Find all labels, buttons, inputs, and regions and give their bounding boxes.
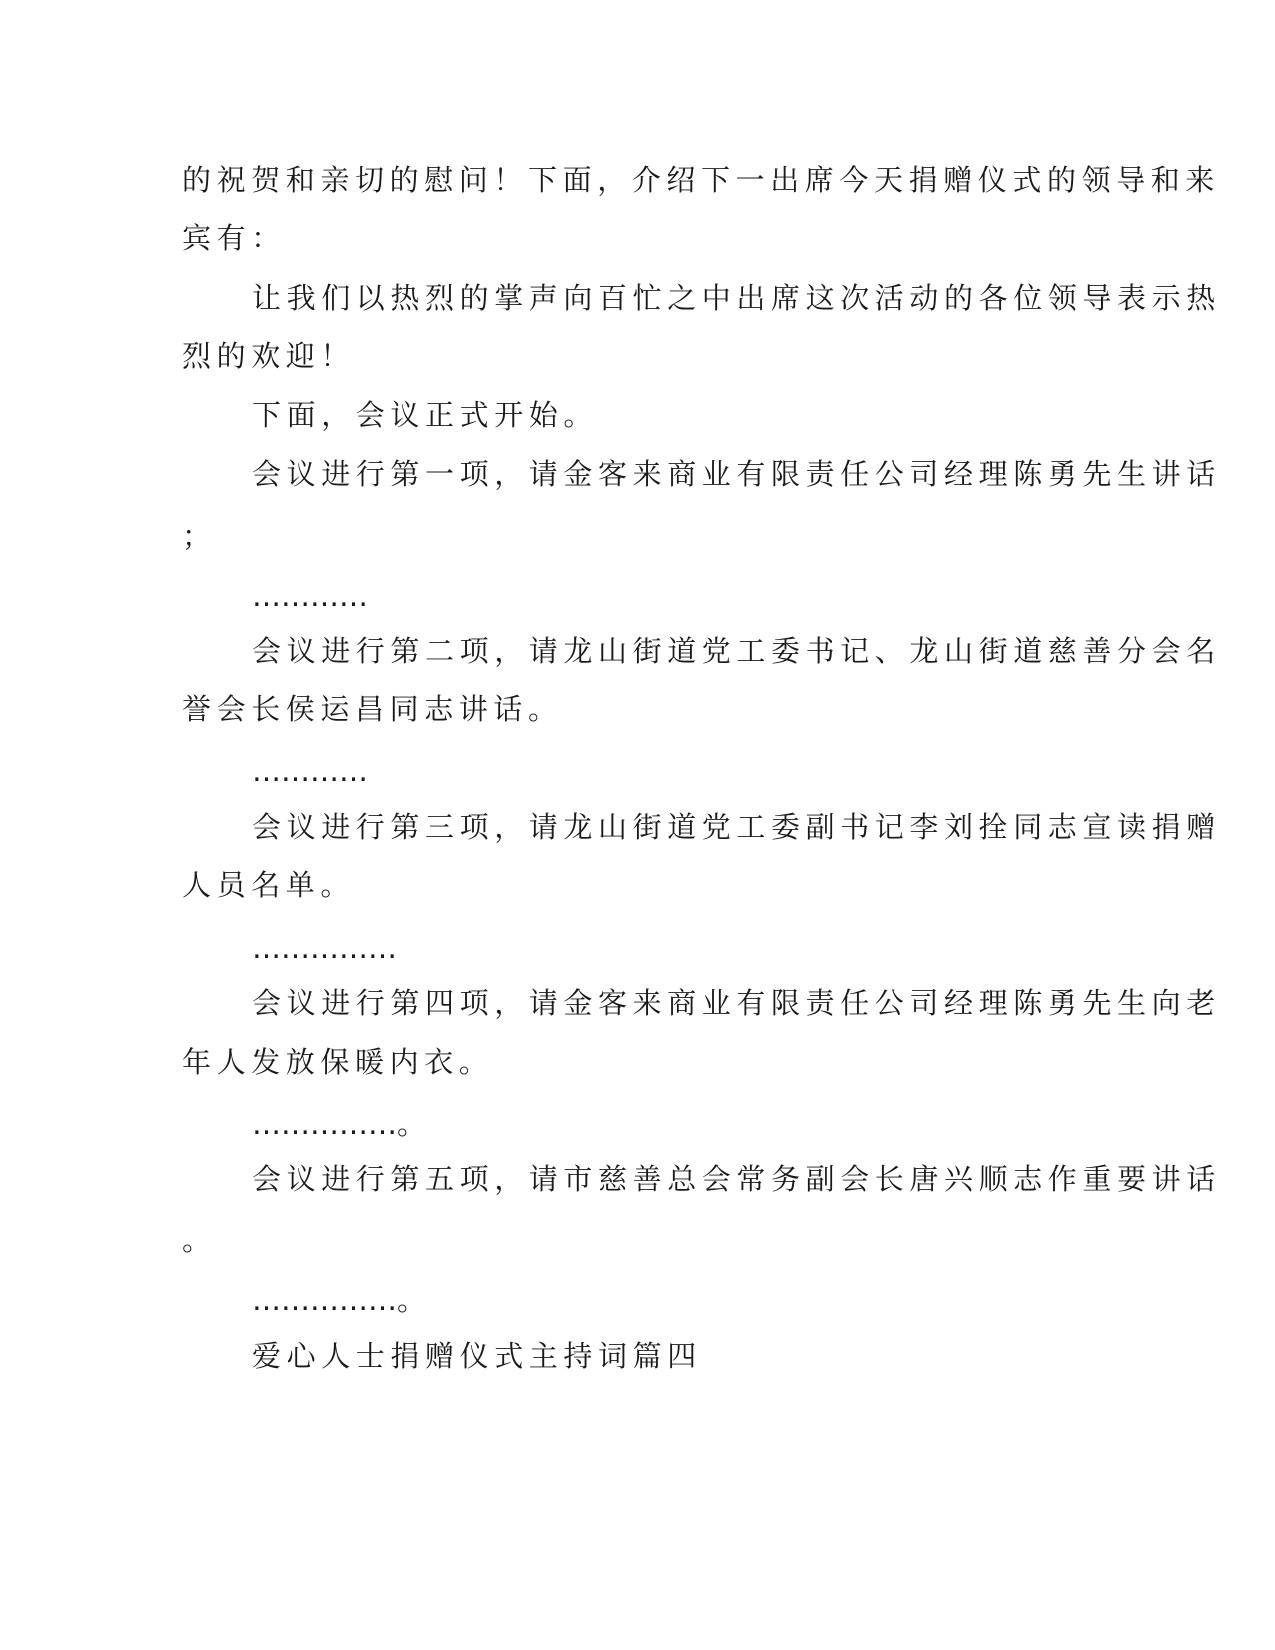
text-line: 会议进行第一项，请金客来商业有限责任公司经理陈勇先生讲话 (252, 457, 1221, 491)
text-line: 会议进行第五项，请市慈善总会常务副会长唐兴顺志作重要讲话 (252, 1162, 1221, 1196)
text-line: 让我们以热烈的掌声向百忙之中出席这次活动的各位领导表示热 (252, 281, 1221, 315)
section-heading: 爱心人士捐赠仪式主持词篇四 (252, 1339, 702, 1373)
ellipsis-line: …………… (252, 931, 397, 965)
text-line: 烈的欢迎！ (182, 339, 356, 373)
text-line: 会议进行第四项，请金客来商业有限责任公司经理陈勇先生向老 (252, 986, 1221, 1020)
text-line: ； (182, 519, 217, 553)
ellipsis-line: ……………。 (252, 1107, 427, 1141)
text-line: 人员名单。 (182, 868, 356, 902)
ellipsis-line: ……………。 (252, 1283, 427, 1317)
ellipsis-line: ………… (252, 579, 368, 613)
text-line: 誉会长侯运昌同志讲话。 (182, 692, 563, 726)
text-line: 宾有： (182, 221, 286, 255)
text-line: 会议进行第二项，请龙山街道党工委书记、龙山街道慈善分会名 (252, 634, 1221, 668)
text-line: 。 (182, 1223, 217, 1257)
ellipsis-line: ………… (252, 754, 368, 788)
text-line: 的祝贺和亲切的慰问！下面，介绍下一出席今天捐赠仪式的领导和来 (182, 163, 1221, 197)
text-line: 年人发放保暖内衣。 (182, 1045, 494, 1079)
text-line: 下面，会议正式开始。 (252, 398, 599, 432)
text-line: 会议进行第三项，请龙山街道党工委副书记李刘拴同志宣读捐赠 (252, 810, 1221, 844)
